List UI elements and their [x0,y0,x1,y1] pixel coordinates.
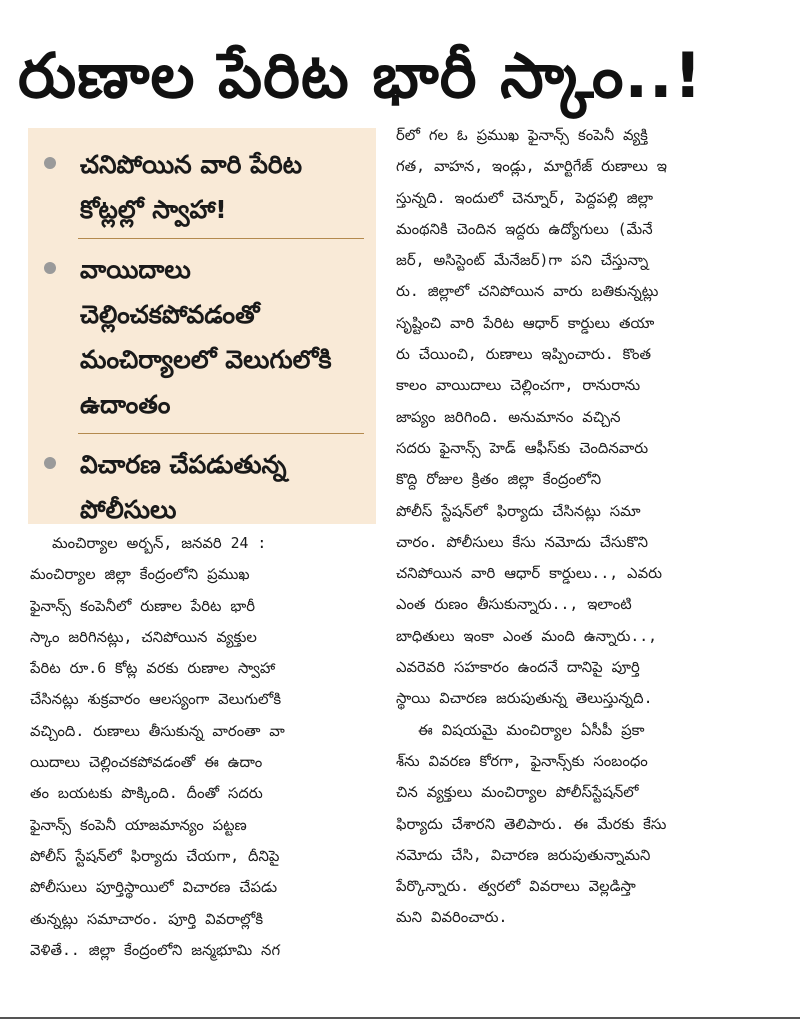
highlight-text: విచారణ చేపడుతున్న పోలీసులు [80,450,287,524]
text-line: పోలీసులు పూర్తిస్థాయిలో విచారణ చేపడు [30,879,278,897]
highlight-text: చనిపోయిన వారి పేరిట కోట్లల్లో స్వాహా! [80,150,303,224]
text-line: పేర్కొన్నారు. త్వరలో వివరాలు వెల్లడిస్తా [396,878,636,896]
text-line: ర్‌లో గల ఓ ప్రముఖ ఫైనాన్స్ కంపెనీ వ్యక్తి [396,127,648,144]
text-line: స్కాం జరిగినట్లు, చనిపోయిన వ్యక్తుల [30,628,257,646]
highlight-item [44,442,364,532]
text-line: జాప్యం జరిగింది. అనుమానం వచ్చిన [396,408,621,426]
text-line: ఫైనాన్స్ కంపెనీ యాజమాన్యం పట్టణ [30,816,247,834]
text-line: చేసినట్లు శుక్రవారం ఆలస్యంగా వెలుగులోకి [30,691,282,709]
text-line: చిన వ్యక్తులు మంచిర్యాల పోలీస్‌స్టేషన్‌లో [396,784,639,802]
text-line: జర్, అసిస్టెంట్ మేనేజర్)గా పని చేస్తున్నా [396,252,649,270]
bullet-icon [44,457,56,469]
text-line: ఫిర్యాదు చేశారని తెలిపారు. ఈ మేరకు కేసు [396,815,667,833]
text-line: సదరు ఫైనాన్స్ హెడ్ ఆఫీస్‌కు చెందినవారు [396,439,649,457]
text-line: యిదాలు చెల్లించకపోవడంతో ఈ ఉదాం [30,754,263,772]
text-line: చనిపోయిన వారి ఆధార్ కార్డులు.., ఎవరు [396,565,662,583]
text-line: పోలీస్ స్టేషన్‌లో ఫిర్యాదు చేసినట్లు సమా [396,502,641,520]
article-column-left [30,528,378,998]
text-line: కొద్ది రోజుల క్రితం జిల్లా కేంద్రంలోని [396,471,602,489]
bottom-rule [0,1017,800,1019]
text-line: ఈ విషయమై మంచిర్యాల ఏసీపీ ప్రకా [418,721,645,739]
text-line: శ్‌ను వివరణ కోరగా, ఫైనాన్స్‌కు సంబంధం [396,752,648,770]
text-line: పేరిట రూ.6 కోట్ల వరకు రుణాల స్వాహా [30,660,276,678]
highlight-item [44,247,364,427]
text-line: స్తున్నది. ఇందులో చెన్నూర్, పెద్దపల్లి జిల్లా [396,189,654,207]
bullet-icon [44,262,56,274]
divider [78,433,364,434]
divider [78,238,364,239]
text-line: ఎవరెవరి సహకారం ఉందనే దానిపై పూర్తి [396,659,640,677]
highlight-item [44,142,364,232]
text-line: చారం. పోలీసులు కేసు నమోదు చేసుకొని [396,533,648,551]
text-line: మంథనికి చెందిన ఇద్దరు ఉద్యోగులు (మేనే [396,220,653,238]
text-line: ఎంత రుణం తీసుకున్నారు.., ఇలాంటి [396,596,632,614]
text-line: రు. జిల్లాలో చనిపోయిన వారు బతికున్నట్లు [396,283,659,301]
text-line: వచ్చింది. రుణాలు తీసుకున్న వారంతా వా [30,722,285,740]
text-line: పోలీస్ స్టేషన్‌లో ఫిర్యాదు చేయగా, దీనిపై [30,847,280,865]
highlight-text: వాయిదాలు చెల్లించకపోవడంతో మంచిర్యాలలో వెలుగులోకి ఉదాంతం [80,255,332,419]
text-line: మంచిర్యాల జిల్లా కేంద్రంలోని ప్రముఖ [30,566,250,584]
text-line: తం బయటకు పొక్కింది. దీంతో సదరు [30,785,263,803]
text-line: బాధితులు ఇంకా ఎంత మంది ఉన్నారు.., [396,627,658,645]
text-line: సృష్టించి వారి పేరిట ఆధార్ కార్డులు తయా [396,314,655,332]
text-line: కాలం వాయిదాలు చెల్లించగా, రానురాను [396,377,641,395]
text-line: ఫైనాన్స్ కంపెనీలో రుణాల పేరిట భారీ [30,597,256,615]
text-line: మని వివరించారు. [396,909,508,927]
headline: రుణాల పేరిట భారీ స్కాం..! [18,39,703,112]
text-line: మంచిర్యాల అర్బన్, జనవరి 24 : [52,535,267,552]
text-line: వెళితే.. జిల్లా కేంద్రంలోని జన్మభూమి నగ [30,941,281,959]
text-line: రు చేయించి, రుణాలు ఇప్పించారు. కొంత [396,346,651,364]
text-line: గత, వాహన, ఇండ్లు, మార్టిగేజ్ రుణాలు ఇ [396,158,667,176]
text-line: తున్నట్లు సమాచారం. పూర్తి వివరాల్లోకి [30,910,264,928]
text-line: స్థాయి విచారణ జరుపుతున్న తెలుస్తున్నది. [396,690,653,708]
highlights-box [28,128,376,524]
article-column-right [396,120,788,1000]
bullet-icon [44,157,56,169]
text-line: నమోదు చేసి, విచారణ జరుపుతున్నామని [396,846,651,864]
